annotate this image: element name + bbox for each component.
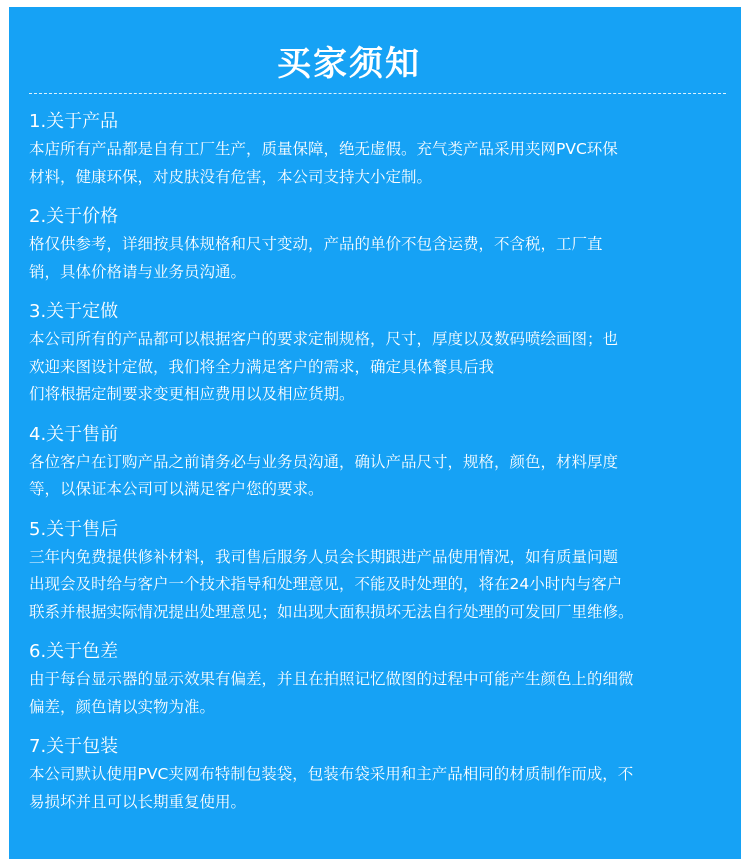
section-products <box>29 108 729 191</box>
dashed-divider <box>29 93 726 94</box>
notice-panel <box>9 7 741 859</box>
page-title: 买家须知 <box>277 44 421 84</box>
section-text-line: 材料，健康环保，对皮肤没有危害，本公司支持大小定制。 <box>29 167 433 186</box>
section-text-line: 销，具体价格请与业务员沟通。 <box>29 262 247 281</box>
section-text-line: 各位客户在订购产品之前请务必与业务员沟通，确认产品尺寸，规格，颜色，材料厚度 <box>29 452 619 471</box>
section-text-line: 联系并根据实际情况提出处理意见；如出现大面积损坏无法自行处理的可发回厂里维修。 <box>29 602 634 621</box>
section-heading: 3.关于定做 <box>29 301 119 322</box>
section-text-line: 易损坏并且可以长期重复使用。 <box>29 792 247 811</box>
section-heading: 7.关于包装 <box>29 736 119 757</box>
section-text-line: 本公司所有的产品都可以根据客户的要求定制规格，尺寸，厚度以及数码喷绘画图；也 <box>29 330 619 348</box>
section-after-sale <box>29 516 729 627</box>
section-heading: 4.关于售前 <box>29 423 119 445</box>
section-text-line: 三年内免费提供修补材料，我司售后服务人员会长期跟进产品使用情况，如有质量问题 <box>29 547 619 566</box>
section-text-line: 出现会及时给与客户一个技术指导和处理意见，不能及时处理的，将在24小时内与客户 <box>29 575 623 593</box>
section-text-line: 本公司默认使用PVC夹网布特制包装袋，包装布袋采用和主产品相同的材质制作而成，不 <box>29 765 634 783</box>
section-text-line: 欢迎来图设计定做，我们将全力满足客户的需求，确定具体餐具后我 <box>29 357 495 376</box>
section-text-line: 本店所有产品都是自有工厂生产，质量保障，绝无虚假。充气类产品采用夹网PVC环保 <box>29 140 618 158</box>
section-heading: 5.关于售后 <box>29 518 119 540</box>
section-text-line: 等，以保证本公司可以满足客户您的要求。 <box>29 480 324 498</box>
section-text-line: 偏差，颜色请以实物为准。 <box>29 697 216 716</box>
section-customization <box>29 298 729 409</box>
section-color-difference <box>29 638 729 721</box>
section-text-line: 们将根据定制要求变更相应费用以及相应货期。 <box>29 385 355 403</box>
section-text-line: 由于每台显示器的显示效果有偏差，并且在拍照记忆做图的过程中可能产生颜色上的细微 <box>29 670 634 688</box>
section-packaging <box>29 733 729 816</box>
section-heading: 6.关于色差 <box>29 641 119 662</box>
section-pre-sale <box>29 421 729 504</box>
notice-sections <box>29 108 729 828</box>
section-price <box>29 203 729 286</box>
section-heading: 1.关于产品 <box>29 111 119 132</box>
section-heading: 2.关于价格 <box>29 206 119 227</box>
section-text-line: 格仅供参考，详细按具体规格和尺寸变动，产品的单价不包含运费，不含税，工厂直 <box>29 235 603 253</box>
